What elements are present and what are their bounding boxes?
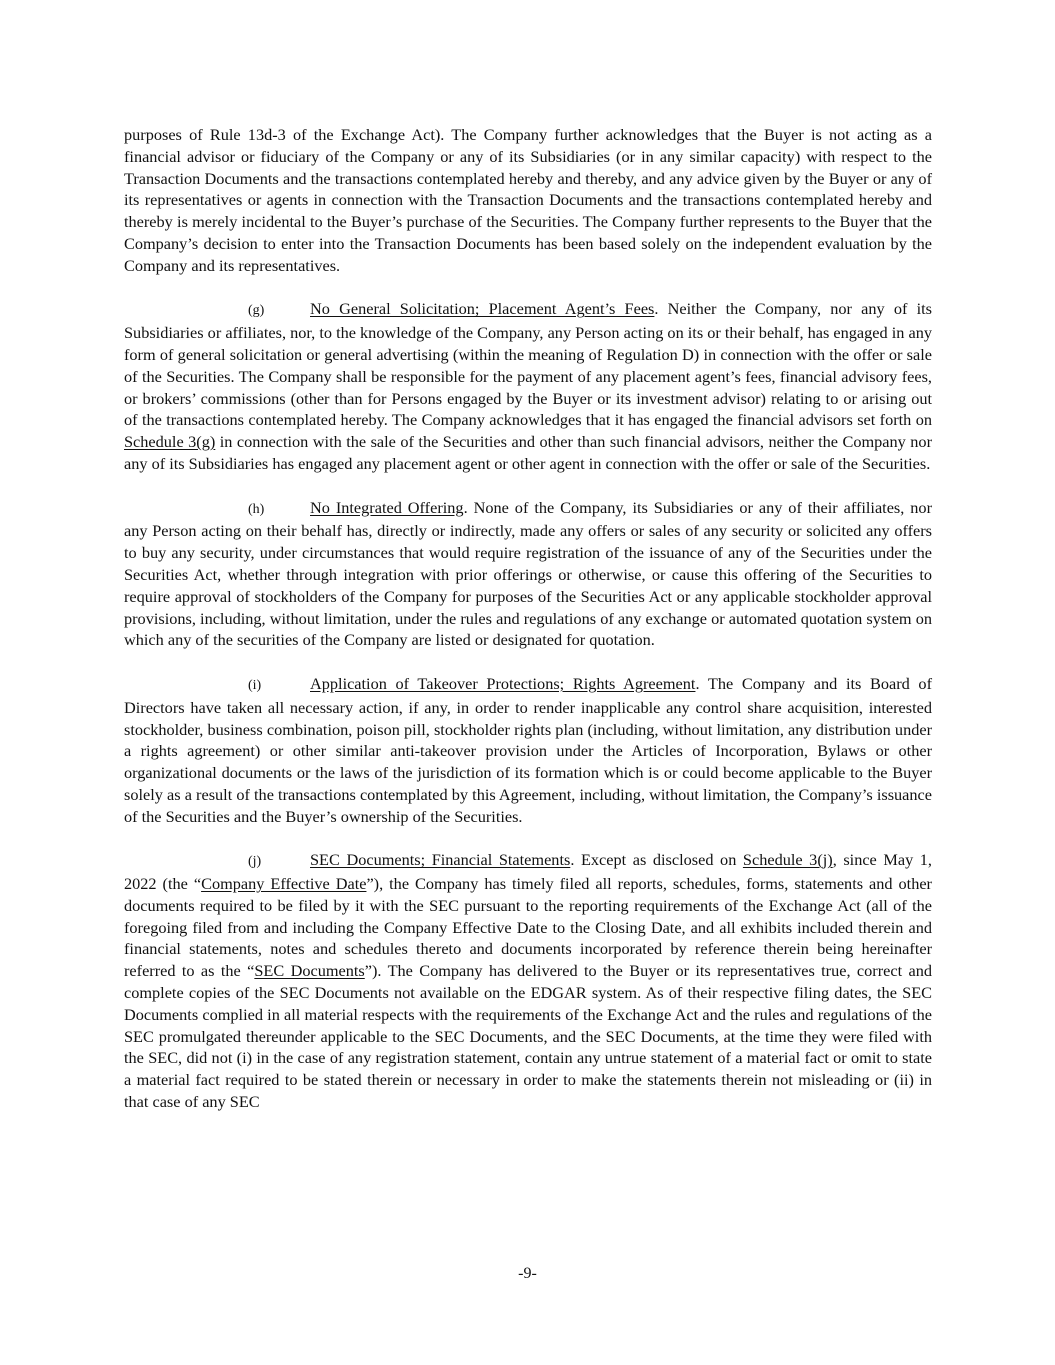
section-j-schedule-ref: Schedule 3(j) xyxy=(742,850,833,870)
section-g-heading: No General Solicitation; Placement Agent’s Fees xyxy=(310,299,655,319)
section-j-heading: SEC Documents; Financial Statements xyxy=(310,850,571,870)
section-j-text-3: ”), the Company has timely filed all reports, schedules, forms, statements and other documents required to be filed by it with the SEC pursuant to the reporting requirements of the Exchange Act (all of the foregoing filed from and including the Company Effective Date to the Closing Date, and all exhibits included therein and financial statements, notes and schedules thereto and documents incorporated by reference therein being hereinafter referred to as the “ xyxy=(124,874,932,981)
section-g-text-1: . Neither the Company, nor any of its Subsidiaries or affiliates, nor, to the knowledge of the Company, any Person acting on its or their behalf, has engaged in any form of general solicitation or general advertising (within the meaning of Regulation D) in connection with the offer or sale of the Securities. The Company shall be responsible for the payment of any placement agent’s fees, financial advisory fees, or brokers’ commissions (other than for Persons engaged by the Buyer or its investment advisor) relating to or arising out of the transactions contemplated hereby. The Company acknowledges that it has engaged the financial advisors set forth on xyxy=(124,299,932,430)
intro-paragraph: purposes of Rule 13d-3 of the Exchange Act). The Company further acknowledges that the Buyer is not acting as a financial advisor or fiduciary of the Company or any of its Subsidiaries (or in any similar capacity) with respect to the Transaction Documents and the transactions contemplated hereby and thereby, and any advice given by the Buyer or any of its representatives or agents in connection with the Transaction Documents and the transactions contemplated hereby and thereby is merely incidental to the Buyer’s purchase of the Securities. The Company further represents to the Buyer that the Company’s decision to enter into the Transaction Documents has been based solely on the independent evaluation by the Company and its representatives. xyxy=(124,125,932,275)
defined-term-company-effective-date: Company Effective Date xyxy=(201,874,367,894)
section-g-letter: (g) xyxy=(248,303,265,319)
section-i-heading: Application of Takeover Protections; Rights Agreement xyxy=(310,673,696,693)
section-j-letter: (j) xyxy=(248,854,262,870)
section-j-paragraph xyxy=(124,849,932,1113)
page-number: -9- xyxy=(518,1265,537,1282)
section-i-paragraph xyxy=(124,673,932,828)
section-g-paragraph xyxy=(124,298,932,474)
section-g-schedule-ref: Schedule 3(g) xyxy=(124,432,216,452)
section-g-text-2: in connection with the sale of the Securities and other than such financial advisors, neither the Company nor any of its Subsidiaries has engaged any placement agent or other agent in connection with the offer or sale of the Securities. xyxy=(124,432,932,473)
defined-term-sec-documents: SEC Documents xyxy=(254,961,365,981)
section-h-text: . None of the Company, its Subsidiaries or any of their affiliates, nor any Person acting on their behalf has, directly or indirectly, made any offers or sales of any security or solicited any offers to buy any security, under circumstances that would require registration of the issuance of any of the Securities under the Securities Act, whether through integration with prior offerings or otherwise, or cause this offering of the Securities to require approval of stockholders of the Company for purposes of the Securities Act or any applicable stockholder approval provisions, including, without limitation, under the rules and regulations of any exchange or automated quotation system on which any of the securities of the Company are listed or designated for quotation. xyxy=(124,497,932,650)
document-body xyxy=(124,124,932,1135)
section-h-paragraph xyxy=(124,497,932,652)
section-h-heading: No Integrated Offering xyxy=(310,497,464,517)
section-h-letter: (h) xyxy=(248,501,265,517)
section-j-text-4: ”). The Company has delivered to the Buyer or its representatives true, correct and complete copies of the SEC Documents not available on the EDGAR system. As of their respective filing dates, the SEC Documents complied in all material respects with the requirements of the Exchange Act and the rules and regulations of the SEC promulgated thereunder applicable to the SEC Documents, and the SEC Documents, at the time they were filed with the SEC, did not (i) in the case of any registration statement, contain any untrue statement of a material fact or omit to state a material fact required to be stated therein or necessary in order to make the statements therein not misleading or (ii) in that case of any SEC xyxy=(124,961,932,1112)
section-i-letter: (i) xyxy=(248,677,262,693)
section-j-text-2: , since May 1, 2022 (the “ xyxy=(124,850,932,894)
section-i-text: . The Company and its Board of Directors have taken all necessary action, if any, in order to render inapplicable any control share acquisition, interested stockholder, business combination, poison pill, stockholder rights plan (including, without limitation, any distribution under a rights agreement) or other similar anti-takeover provision under the Articles of Incorporation, Bylaws or other organizational documents or the laws of the jurisdiction of its formation which is or could become applicable to the Buyer solely as a result of the transactions contemplated by this Agreement, including, without limitation, the Company’s issuance of the Securities and the Buyer’s ownership of the Securities. xyxy=(124,673,932,826)
section-j-text-1: . Except as disclosed on xyxy=(570,850,743,870)
